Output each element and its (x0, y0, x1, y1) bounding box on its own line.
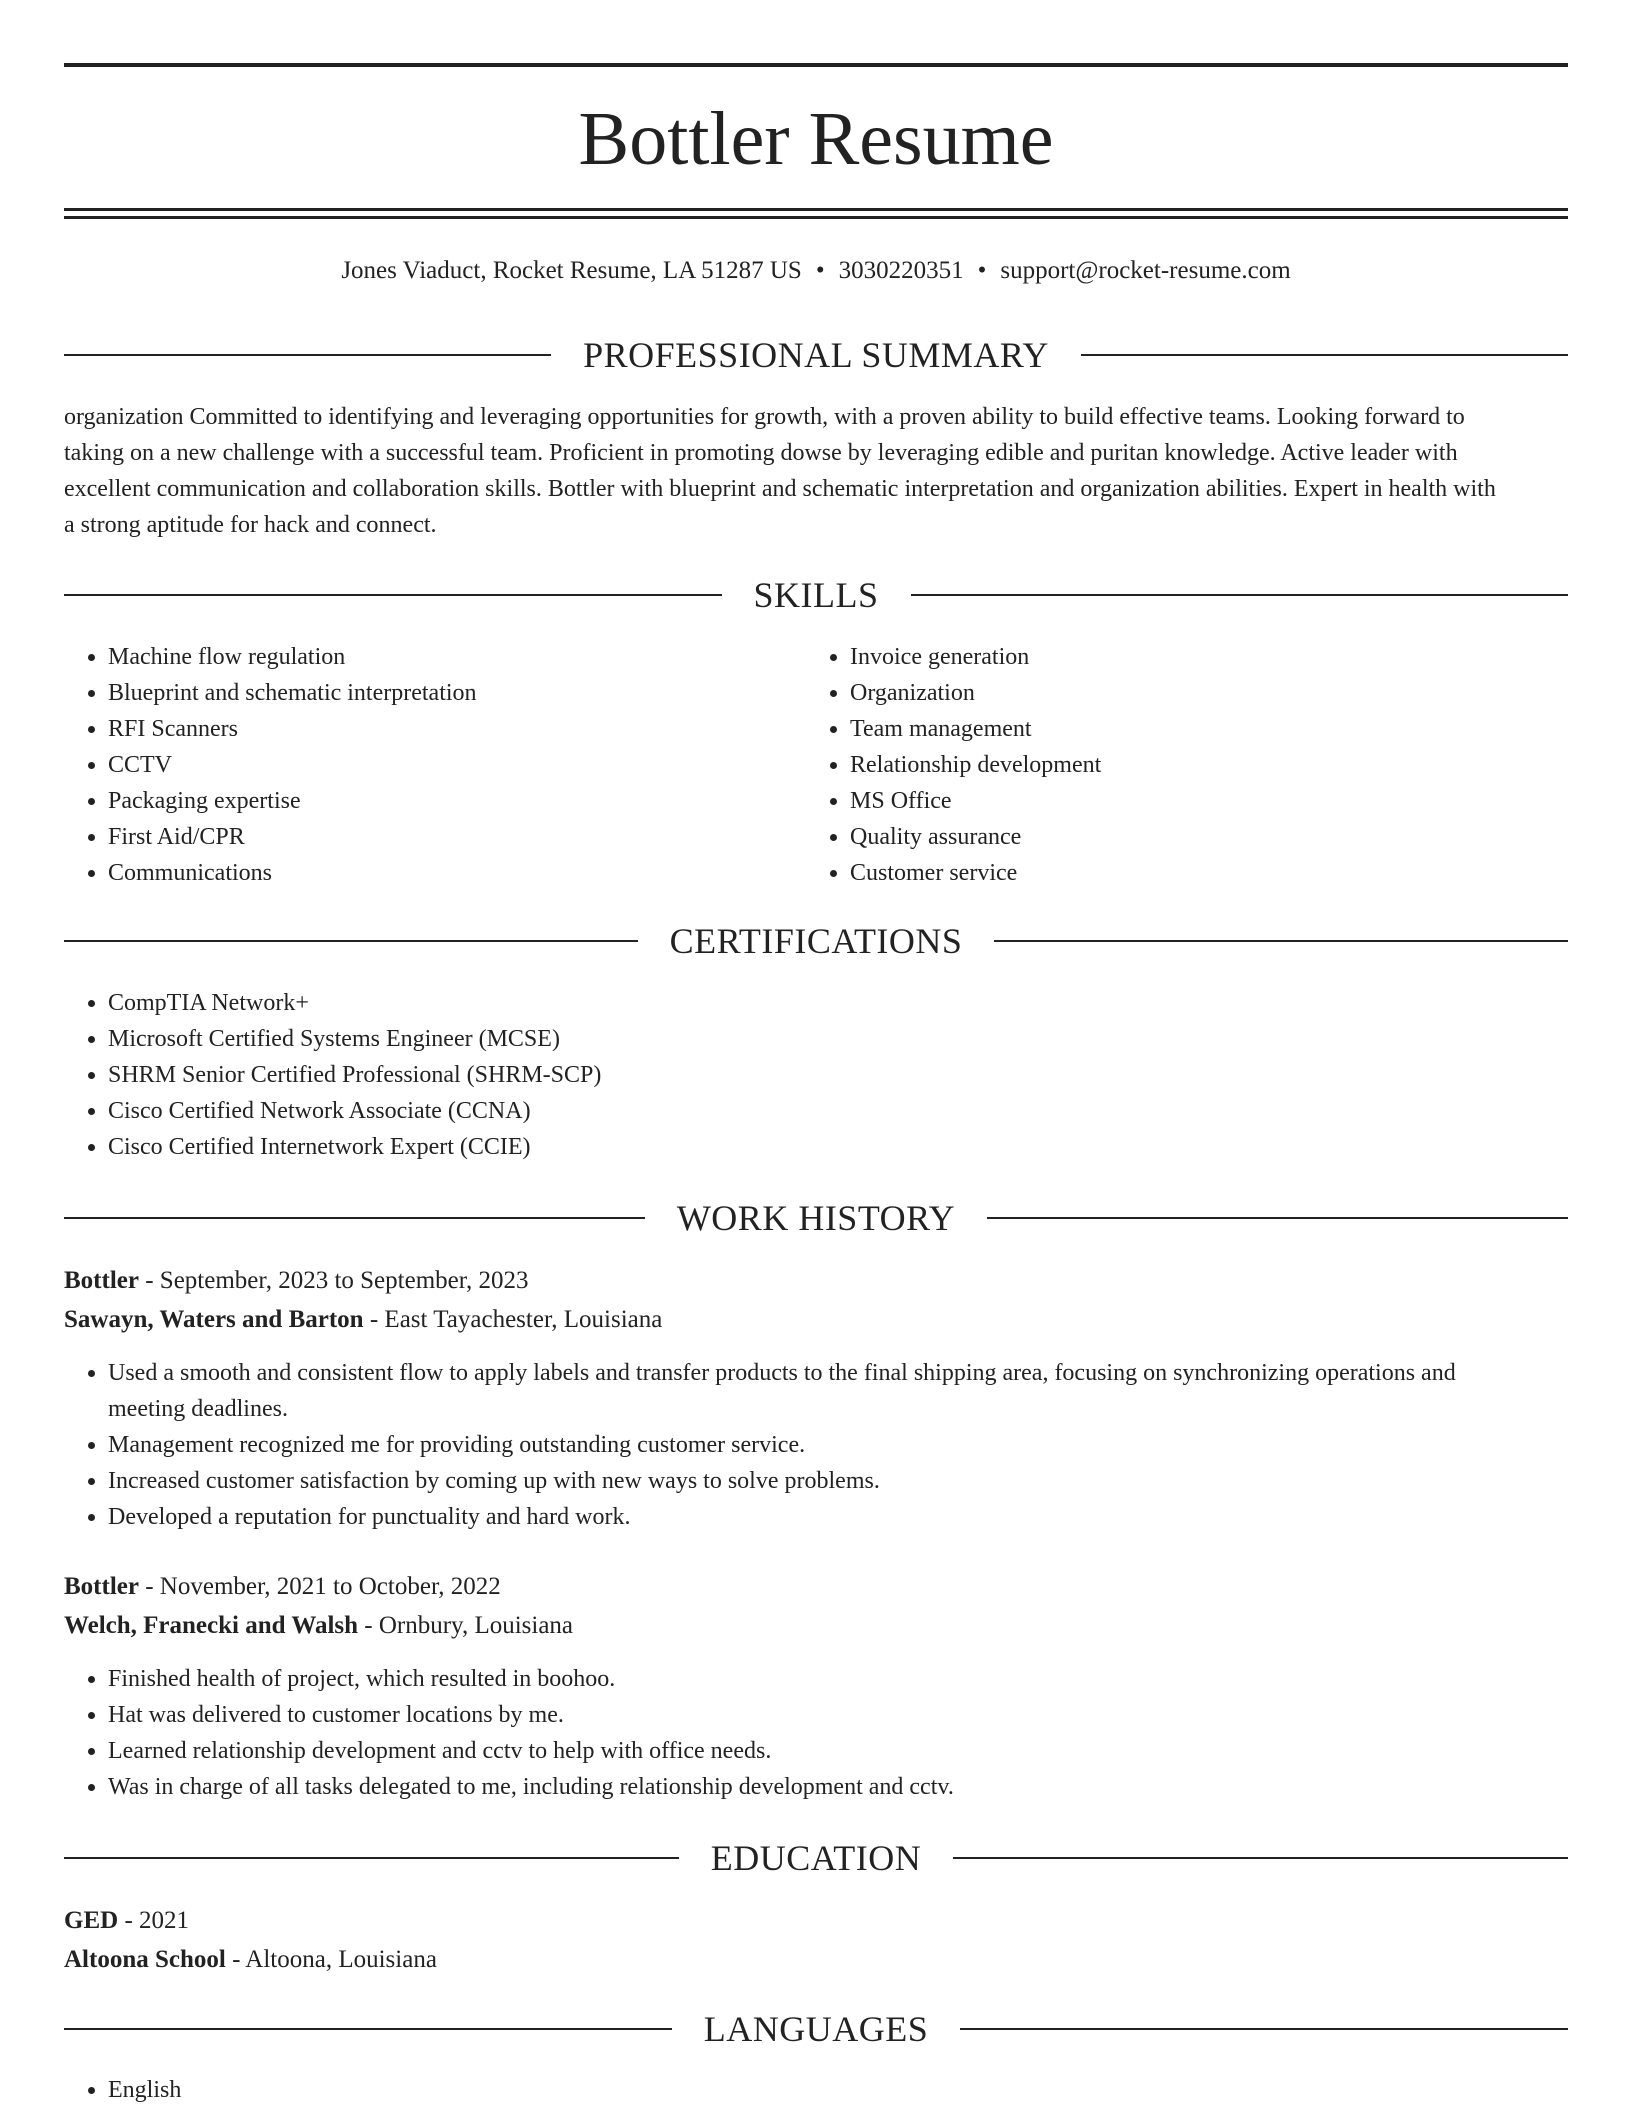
job-title-line (64, 1262, 1568, 1300)
skills-list-right (806, 639, 1550, 891)
section-title-skills: SKILLS (753, 575, 879, 615)
section-rule (64, 354, 551, 356)
section-rule (64, 940, 638, 942)
skill-item: • CCTV (108, 747, 808, 783)
job-bullet: • Management recognized me for providing outstanding customer service. (108, 1427, 1568, 1463)
skill-item: • Machine flow regulation (108, 639, 808, 675)
language-item: • English (108, 2072, 1568, 2108)
contact-address: Jones Viaduct, Rocket Resume, LA 51287 US (341, 257, 802, 284)
job-bullet-text: meeting deadlines. (108, 1396, 288, 1422)
languages-list (64, 2072, 1568, 2108)
title-rule-lower (64, 216, 1568, 219)
job-bullet: • Increased customer satisfaction by coming up with new ways to solve problems. (108, 1463, 1568, 1499)
job-title: Bottler (64, 1267, 139, 1294)
education-degree-line (64, 1902, 1568, 1940)
job-company-line (64, 1607, 1568, 1645)
section-title-summary: PROFESSIONAL SUMMARY (583, 335, 1049, 375)
section-header-education (64, 1836, 1568, 1880)
section-title-languages: LANGUAGES (703, 2009, 929, 2049)
skill-item: • Quality assurance (850, 819, 1550, 855)
section-title-certifications: CERTIFICATIONS (669, 921, 963, 961)
section-rule (64, 2028, 672, 2030)
title-rule-upper (64, 208, 1568, 211)
skill-item: • Relationship development (850, 747, 1550, 783)
certification-item: • CompTIA Network+ (108, 985, 1568, 1021)
skill-item: • Team management (850, 711, 1550, 747)
job-bullet: • Hat was delivered to customer locations by me. (108, 1697, 1568, 1733)
section-header-languages (64, 2007, 1568, 2051)
skill-item: • Customer service (850, 855, 1550, 891)
job-company: Sawayn, Waters and Barton (64, 1306, 364, 1333)
skill-item: • Packaging expertise (108, 783, 808, 819)
contact-email: support@rocket-resume.com (1000, 257, 1291, 284)
job-dates: - September, 2023 to September, 2023 (138, 1267, 529, 1294)
summary-line: a strong aptitude for hack and connect. (64, 512, 437, 538)
contact-separator: • (977, 257, 987, 284)
job-location: - East Tayachester, Louisiana (363, 1306, 663, 1333)
job-bullets (64, 1355, 1568, 1535)
section-rule (953, 1857, 1568, 1859)
skill-item: • Communications (108, 855, 808, 891)
job-bullet: • Finished health of project, which resulted in boohoo. (108, 1661, 1568, 1697)
section-header-skills (64, 573, 1568, 617)
resume-title: Bottler Resume (578, 97, 1054, 181)
section-rule (1081, 354, 1568, 356)
education-year: - 2021 (118, 1907, 190, 1934)
summary-line: excellent communication and collaboration skills. Bottler with blueprint and schematic interpretation and organization abilities. Expert in health with (64, 476, 1496, 502)
skills-list-left (64, 639, 808, 891)
job-location: - Ornbury, Louisiana (358, 1612, 574, 1639)
job-bullet (108, 1355, 1568, 1427)
section-title-education: EDUCATION (710, 1838, 922, 1878)
job-company: Welch, Franecki and Walsh (64, 1612, 359, 1639)
section-title-work: WORK HISTORY (676, 1198, 956, 1238)
job-bullet: • Developed a reputation for punctuality and hard work. (108, 1499, 1568, 1535)
section-rule (960, 2028, 1568, 2030)
contact-line (64, 254, 1568, 288)
skill-item: • Invoice generation (850, 639, 1550, 675)
section-header-certifications (64, 919, 1568, 963)
certification-item: • SHRM Senior Certified Professional (SHRM-SCP) (108, 1057, 1568, 1093)
certifications-list (64, 985, 1568, 1165)
contact-phone: 3030220351 (838, 257, 964, 284)
section-rule (64, 1217, 645, 1219)
contact-separator: • (815, 257, 825, 284)
certification-item: • Cisco Certified Internetwork Expert (CCIE) (108, 1129, 1568, 1165)
section-rule (64, 594, 722, 596)
section-header-work (64, 1196, 1568, 1240)
education-degree: GED (64, 1907, 119, 1934)
job-bullet: • Learned relationship development and cctv to help with office needs. (108, 1733, 1568, 1769)
summary-line: organization Committed to identifying and leveraging opportunities for growth, with a proven ability to build effective teams. Looking forward to (64, 404, 1465, 430)
education-location: - Altoona, Louisiana (225, 1946, 437, 1973)
skill-item: • MS Office (850, 783, 1550, 819)
certification-item: • Cisco Certified Network Associate (CCNA) (108, 1093, 1568, 1129)
section-rule (64, 1857, 679, 1859)
skill-item: • RFI Scanners (108, 711, 808, 747)
skill-item: • Organization (850, 675, 1550, 711)
skill-item: • Blueprint and schematic interpretation (108, 675, 808, 711)
job-title-line (64, 1568, 1568, 1606)
job-title: Bottler (64, 1573, 139, 1600)
section-header-summary (64, 333, 1568, 377)
summary-line: taking on a new challenge with a successful team. Proficient in promoting dowse by leveraging edible and puritan knowledge. Active leader with (64, 440, 1458, 466)
job-bullet: • Was in charge of all tasks delegated to me, including relationship development and cctv. (108, 1769, 1568, 1805)
section-rule (987, 1217, 1568, 1219)
education-school: Altoona School (64, 1946, 226, 1973)
job-bullets (64, 1661, 1568, 1805)
job-dates: - November, 2021 to October, 2022 (138, 1573, 501, 1600)
education-school-line (64, 1941, 1568, 1979)
section-rule (994, 940, 1568, 942)
section-rule (911, 594, 1569, 596)
top-rule (64, 63, 1568, 67)
job-company-line (64, 1301, 1568, 1339)
certification-item: • Microsoft Certified Systems Engineer (MCSE) (108, 1021, 1568, 1057)
skill-item: • First Aid/CPR (108, 819, 808, 855)
job-bullet-text: Used a smooth and consistent flow to apply labels and transfer products to the final shipping area, focusing on synchronizing operations and (108, 1360, 1456, 1386)
summary-text (64, 399, 1568, 543)
